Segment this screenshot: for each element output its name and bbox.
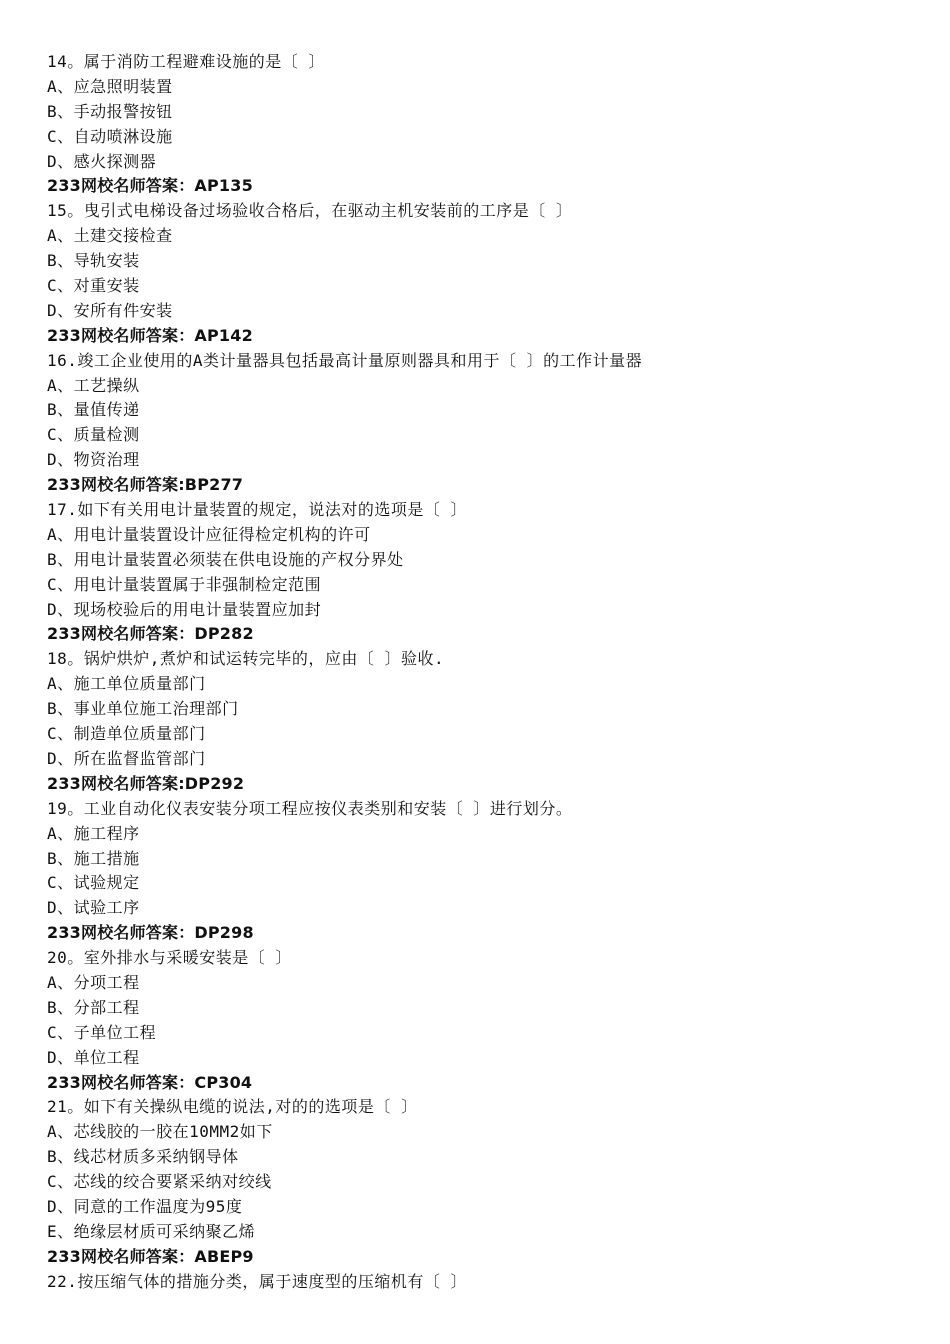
answer-line: 233网校名师答案：AP142 <box>47 325 253 345</box>
answer-option: C、制造单位质量部门 <box>47 724 206 744</box>
answer-option: D、试验工序 <box>47 898 140 918</box>
answer-option: D、所在监督监管部门 <box>47 748 206 768</box>
answer-option: C、子单位工程 <box>47 1022 157 1042</box>
answer-option: D、安所有件安装 <box>47 300 173 320</box>
question-stem: 16.竣工企业使用的A类计量器具包括最高计量原则器具和用于〔 〕的工作计量器 <box>47 350 643 370</box>
answer-option: A、用电计量装置设计应征得检定机构的许可 <box>47 524 371 544</box>
answer-option: E、绝缘层材质可采纳聚乙烯 <box>47 1221 256 1241</box>
answer-option: C、自动喷淋设施 <box>47 126 173 146</box>
answer-line: 233网校名师答案：CP304 <box>47 1072 253 1092</box>
answer-option: B、用电计量装置必须装在供电设施的产权分界处 <box>47 549 404 569</box>
question-list <box>0 50 950 1295</box>
answer-option: B、事业单位施工治理部门 <box>47 699 239 719</box>
answer-line: 233网校名师答案:BP277 <box>47 475 244 495</box>
question-stem: 19。工业自动化仪表安装分项工程应按仪表类别和安装〔 〕进行划分。 <box>47 798 573 818</box>
answer-option: B、手动报警按钮 <box>47 101 173 121</box>
answer-option: A、施工单位质量部门 <box>47 674 206 694</box>
question-stem: 17.如下有关用电计量装置的规定，说法对的选项是〔 〕 <box>47 500 468 520</box>
answer-option: D、感火探测器 <box>47 151 157 171</box>
answer-line: 233网校名师答案：ABEP9 <box>47 1246 254 1266</box>
answer-line: 233网校名师答案：AP135 <box>47 176 253 196</box>
answer-option: B、量值传递 <box>47 400 140 420</box>
answer-option: C、用电计量装置属于非强制检定范围 <box>47 574 322 594</box>
answer-option: C、对重安装 <box>47 276 140 296</box>
answer-line: 233网校名师答案:DP292 <box>47 773 245 793</box>
answer-option: D、同意的工作温度为95度 <box>47 1196 243 1216</box>
answer-line: 233网校名师答案：DP298 <box>47 923 254 943</box>
answer-option: B、施工措施 <box>47 848 140 868</box>
answer-option: D、现场校验后的用电计量装置应加封 <box>47 599 322 619</box>
question-stem: 18。锅炉烘炉,煮炉和试运转完毕的，应由〔 〕验收. <box>47 649 445 669</box>
answer-option: D、单位工程 <box>47 1047 140 1067</box>
answer-option: B、线芯材质多采纳钢导体 <box>47 1147 239 1167</box>
answer-option: C、试验规定 <box>47 873 140 893</box>
question-stem: 14。属于消防工程避难设施的是〔 〕 <box>47 52 325 71</box>
answer-option: A、芯线胶的一胶在10MM2如下 <box>47 1122 273 1142</box>
answer-line: 233网校名师答案：DP282 <box>47 624 254 644</box>
answer-option: A、分项工程 <box>47 972 140 992</box>
answer-option: A、应急照明装置 <box>47 76 173 96</box>
answer-option: C、质量检测 <box>47 425 140 445</box>
answer-option: B、分部工程 <box>47 997 140 1017</box>
answer-option: A、工艺操纵 <box>47 375 140 395</box>
answer-option: C、芯线的绞合要紧采纳对绞线 <box>47 1172 272 1192</box>
question-stem: 20。室外排水与采暖安装是〔 〕 <box>47 948 292 968</box>
answer-option: A、土建交接检查 <box>47 226 173 246</box>
question-stem: 15。曳引式电梯设备过场验收合格后，在驱动主机安装前的工序是〔 〕 <box>47 201 573 221</box>
question-stem: 22.按压缩气体的措施分类，属于速度型的压缩机有〔 〕 <box>47 1271 468 1291</box>
question-stem: 21。如下有关操纵电缆的说法,对的的选项是〔 〕 <box>47 1097 418 1117</box>
answer-option: B、导轨安装 <box>47 251 140 271</box>
answer-option: A、施工程序 <box>47 823 140 843</box>
answer-option: D、物资治理 <box>47 450 140 470</box>
